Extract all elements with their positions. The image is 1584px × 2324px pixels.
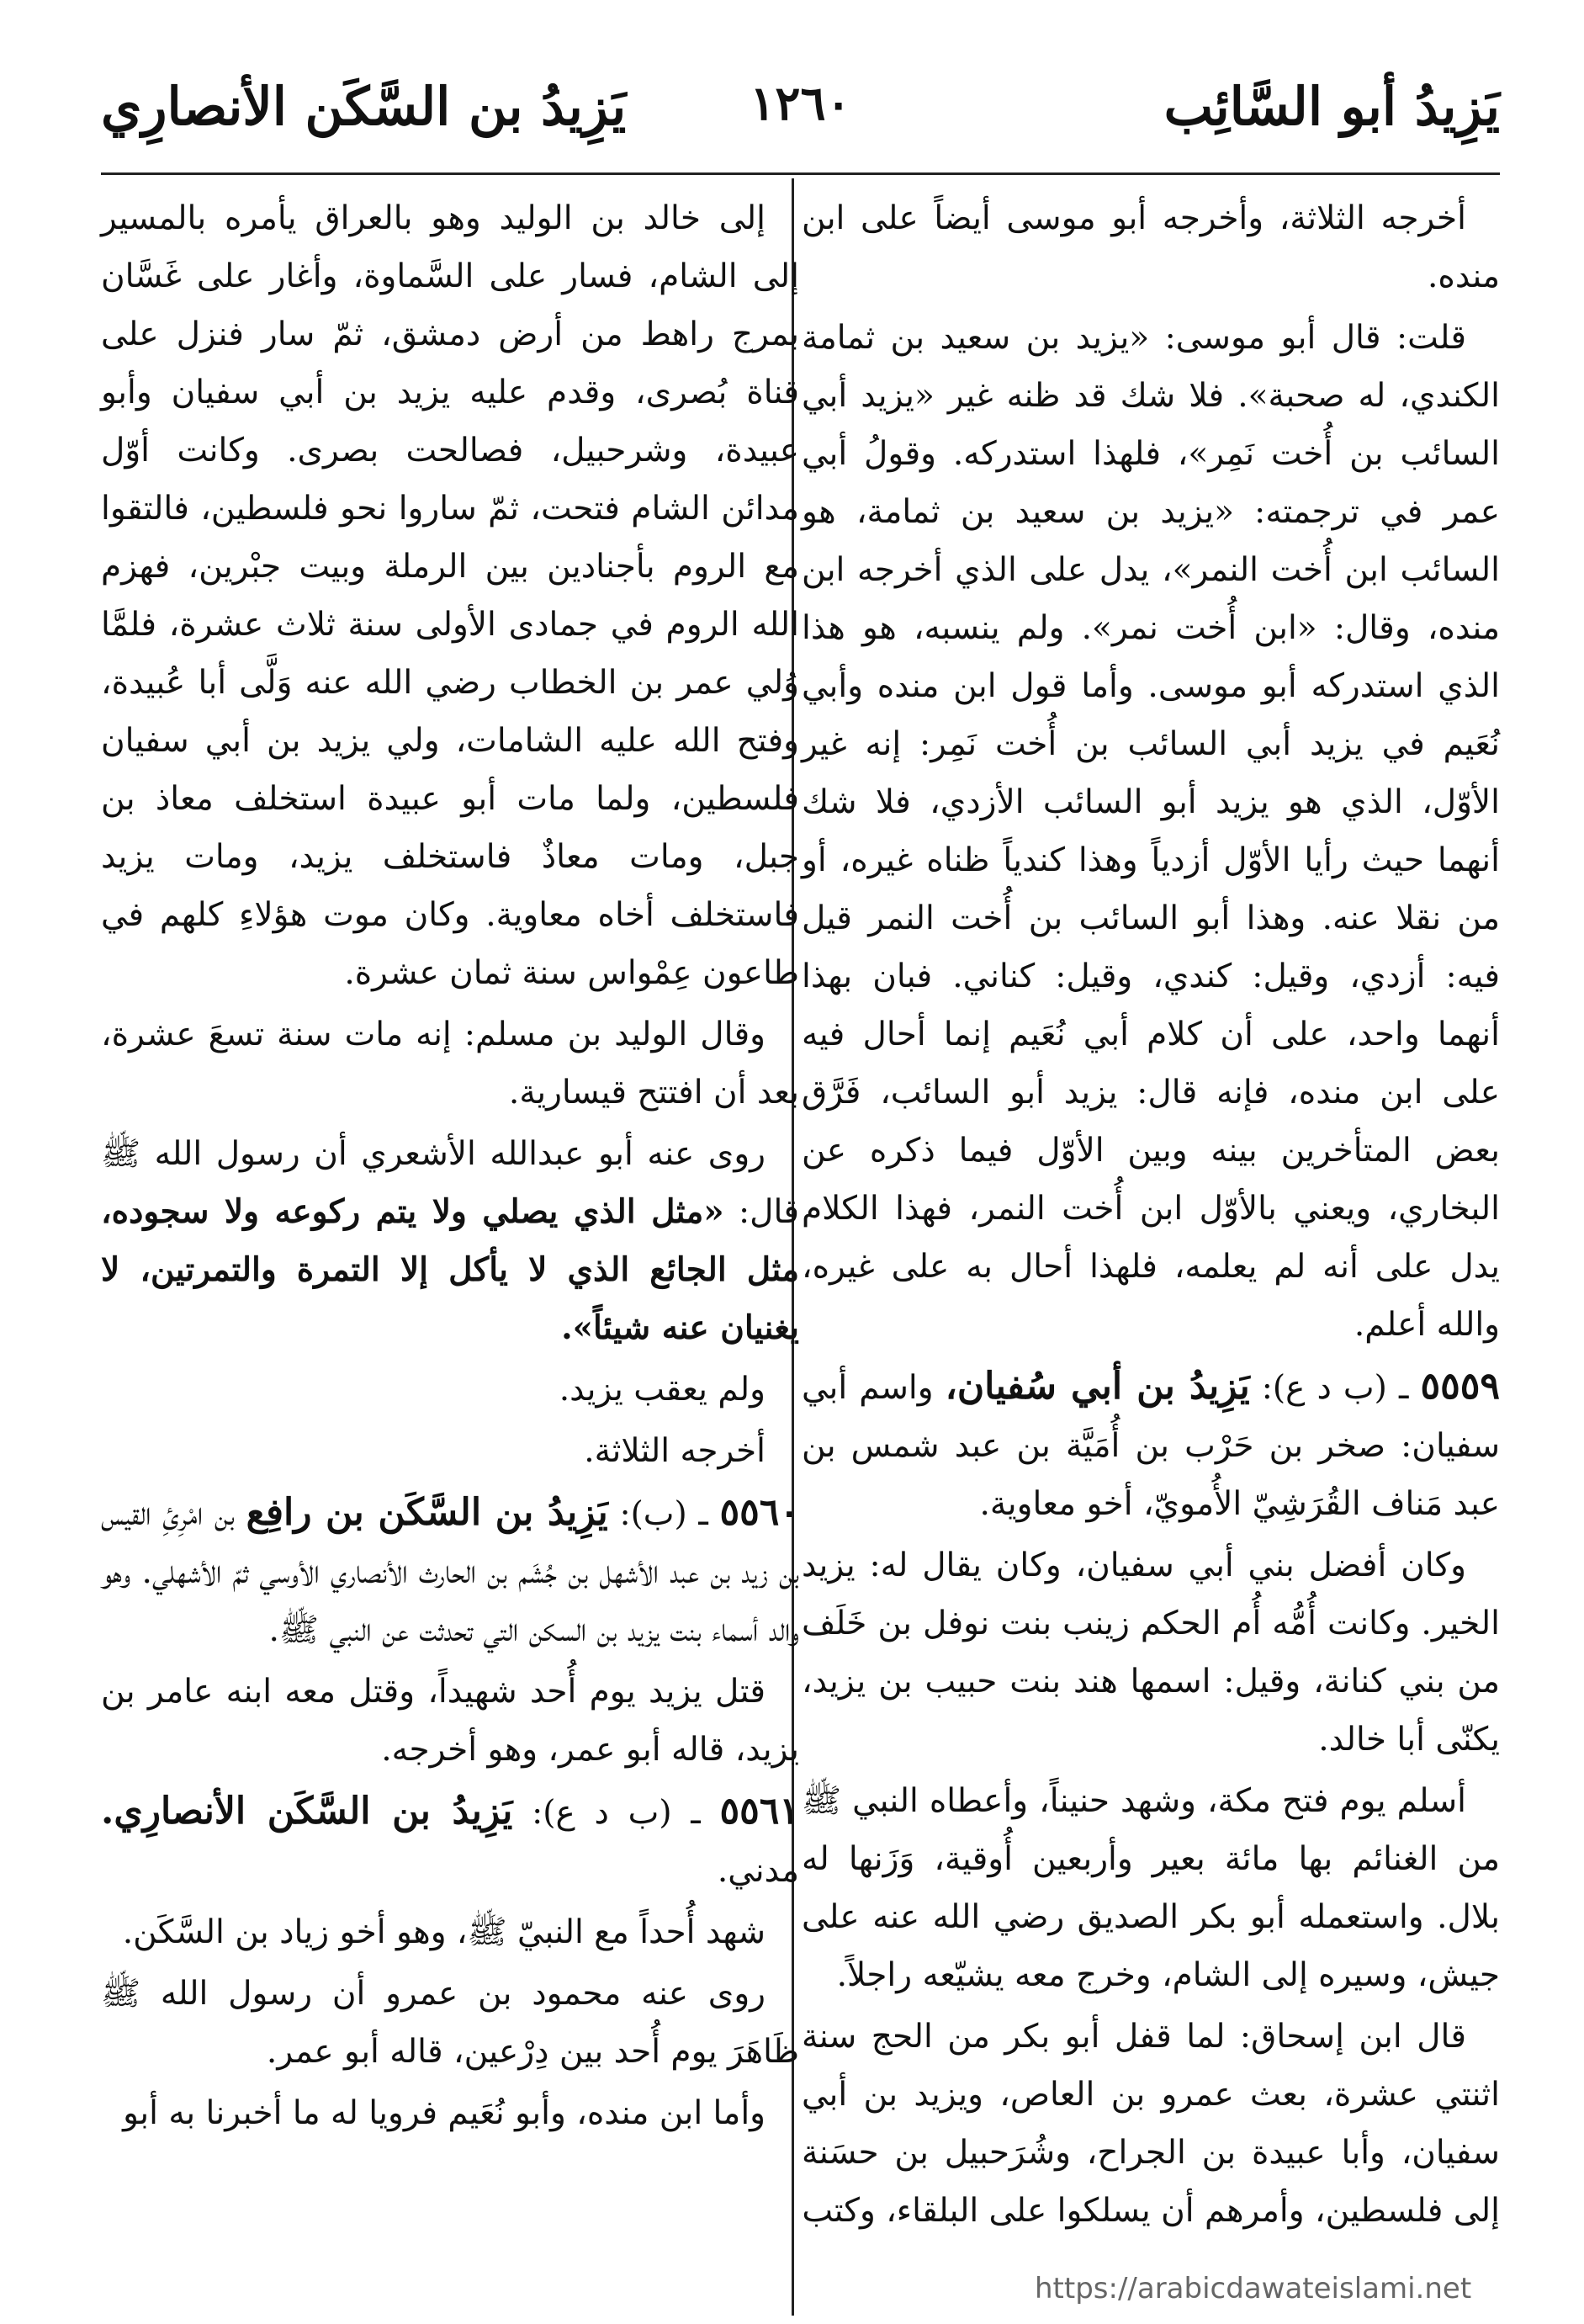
left-column [101,189,799,2146]
paragraph-text: قتل يزيد يوم أُحد شهيداً، وقتل معه ابنه عامر بن يزيد، قاله أبو عمر، وهو أخرجه. [101,1673,799,1769]
paragraph-text: أخرجه الثلاثة، وأخرجه أبو موسى أيضاً على ابن منده. [802,199,1500,295]
watermark-url: https://arabicdawateislami.net [1035,2272,1472,2305]
paragraph-text: ولم يعقب يزيد. [559,1371,766,1409]
paragraph [101,1125,799,1357]
paragraph-text: مدني. [717,1852,799,1890]
page-header [101,59,1500,177]
paragraph-text: قلت: قال أبو موسى: «يزيد بن سعيد بن ثمامة الكندي، له صحبة». فلا شك قد ظنه غير «يزيد أبي السائب بن أُخت نَمِر»، فلهذا استدركه. وقولُ أبي عمر في ترجمته: «يزيد بن سعيد بن ثمامة، هو السائب ابن أُخت النمر»، يدل على الذي أخرجه ابن منده، وقال: «ابن أُخت نمر». ولم ينسبه، هو هذا الذي استدركه أبو موسى. وأما قول ابن منده وأبي نُعَيم في يزيد أبي السائب بن أُخت نَمِر: إنه غير الأوّل، الذي هو يزيد أبو السائب الأزدي، فلا شك أنهما حيث رأيا الأوّل أزدياً وهذا كندياً ظناه غيره، أو من نقلا عنه. وهذا أبو السائب بن أُخت النمر قيل فيه: أزدي، وقيل: كندي، وقيل: كناني. فبان بهذا أنهما واحد، على أن كلام أبي نُعَيم إنما أحال فيه على ابن منده، فإنه قال: يزيد أبو السائب، فَرَّق بعض المتأخرين بينه وبين الأوّل فيما ذكره عن البخاري، ويعني بالأوّل ابن أُخت النمر، فهذا الكلام يدل على أنه لم يعلمه، فلهذا أحال به على غيره، والله أعلم. [802,319,1500,1344]
paragraph-text: وكان أفضل بني أبي سفيان، وكان يقال له: يزيد الخير. وكانت أُمُّه أُم الحكم زينب بنت نوفل بن خَلَف من بني كنانة، وقيل: اسمها هند بنت حبيب بن يزيد، يكنّى أبا خالد. [802,1547,1500,1759]
paragraph-text: بن امْرِئِ القيس بن زيد بن عبد الأشهل بن جُشَم بن الحارث الأنصاري الأوسي ثمّ الأشهلي. وهو والد أسماء بنت يزيد بن السكن التي تحدثت عن النبي ﷺ. [101,1495,799,1649]
paragraph [802,189,1500,305]
entry-name: يَزِيدُ بن أبي سُفيان، [945,1365,1250,1408]
entry-number: ٥٥٦٠ [719,1491,799,1534]
paragraph-text: أخرجه الثلاثة. [584,1432,766,1470]
paragraph: ٥٥٦٠ ـ (ب): يَزِيدُ بن السَّكَن بن رافِع بن امْرِئِ القيس بن زيد بن عبد الأشهل بن جُشَم بن الحارث الأنصاري الأوسي ثمّ الأشهلي. وهو والد أسماء بنت يزيد بن السكن التي تحدثت عن النبي ﷺ. [101,1491,799,1649]
paragraph [101,1965,799,2081]
paragraph-text: وأما ابن منده، وأبو نُعَيم فرويا له ما أخبرنا به أبو [123,2094,766,2132]
paragraph-text: قال ابن إسحاق: لما قفل أبو بكر من الحج سنة اثنتي عشرة، بعث عمرو بن العاص، ويزيد بن أبي سفيان، وأبا عبيدة بن الجراح، وشُرَحبيل بن حسَنة إلى فلسطين، وأمرهم أن يسلكوا على البلقاء، وكتب [802,2018,1500,2230]
paragraph-text: شهد أُحداً مع النبيّ ﷺ، وهو أخو زياد بن السَّكَن. [122,1913,766,1951]
entry-number: ٥٥٥٩ [1420,1365,1500,1408]
page-number: ١٢٦٠ [750,76,851,131]
paragraph: ٥٥٦١ ـ (ب د ع): يَزِيدُ بن السَّكَن الأنصارِي. مدني. [101,1790,799,1890]
hadith-quote: «مثل الذي يصلي ولا يتم ركوعه ولا سجوده، مثل الجائع الذي لا يأكل إلا التمرة والتمرتين، لا يغنيان عنه شيئاً». [101,1192,799,1347]
entry-source-tag: (ب د ع): [1261,1369,1387,1407]
paragraph-text: واسم أبي سفيان: صخر بن حَرْب بن أُمَيَّة بن عبد شمس بن عبد مَناف القُرَشِيّ الأُمويّ، أخو معاوية. [802,1369,1500,1523]
paragraph-text: أسلم يوم فتح مكة، وشهد حنيناً، وأعطاه النبي ﷺ من الغنائم بها مائة بعير وأربعين أُوقية، وَزَنها له بلال. واستعمله أبو بكر الصديق رضي الله عنه على جيش، وسيره إلى الشام، وخرج معه يشيّعه راجلاً. [802,1782,1500,1994]
entry-source-tag: (ب): [619,1495,687,1533]
paragraph [802,2008,1500,2240]
paragraph [101,1361,799,1419]
running-title-left: يَزِيدُ بن السَّكَن الأنصارِي [101,76,627,137]
paragraph-text: روى عنه محمود بن عمرو أن رسول الله ﷺ ظَاهَرَ يوم أُحد بين دِرْعين، قاله أبو عمر. [101,1975,799,2071]
header-rule [101,172,1500,175]
paragraph-text: روى عنه أبو عبدالله الأشعري أن رسول الله ﷺ قال: [101,1135,799,1231]
paragraph [101,2084,799,2142]
running-title-right: يَزِيدُ أبو السَّائِب [1163,76,1500,137]
paragraph [802,1772,1500,2004]
entry-name: يَزِيدُ بن السَّكَن بن رافِع [246,1491,608,1534]
paragraph [101,1663,799,1779]
paragraph [802,1536,1500,1769]
paragraph [101,1903,799,1961]
paragraph [101,1422,799,1480]
entry-name: يَزِيدُ بن السَّكَن الأنصارِي. [101,1790,513,1833]
paragraph-text: وقال الوليد بن مسلم: إنه مات سنة تسعَ عشرة، بعد أن افتتح قيسارية. [101,1016,799,1112]
paragraph: ٥٥٥٩ ـ (ب د ع): يَزِيدُ بن أبي سُفيان، واسم أبي سفيان: صخر بن حَرْب بن أُمَيَّة بن عبد شمس بن عبد مَناف القُرَشِيّ الأُمويّ، أخو معاوية. [802,1365,1500,1523]
paragraph [101,189,799,1002]
entry-source-tag: (ب د ع): [532,1794,672,1832]
paragraph-text: إلى خالد بن الوليد وهو بالعراق يأمره بالمسير إلى الشام، فسار على السَّماوة، وأغار على غَسَّان بمرج راهط من أرض دمشق، ثمّ سار فنزل على قناة بُصرى، وقدم عليه يزيد بن أبي سفيان وأبو عبيدة، وشرحبيل، فصالحت بصرى. وكانت أوّل مدائن الشام فتحت، ثمّ ساروا نحو فلسطين، فالتقوا مع الروم بأجنادين بين الرملة وبيت جبْرين، فهزم الله الروم في جمادى الأولى سنة ثلاث عشرة، فلمَّا وُلي عمر بن الخطاب رضي الله عنه وَلَّى أبا عُبيدة، وفتح الله عليه الشامات، ولي يزيد بن أبي سفيان فلسطين، ولما مات أبو عبيدة استخلف معاذ بن جبل، ومات معاذٌ فاستخلف يزيد، ومات يزيد فاستخلف أخاه معاوية. وكان موت هؤلاءِ كلهم في طاعون عِمْواس سنة ثمان عشرة. [101,199,799,992]
paragraph [101,1005,799,1122]
paragraph [802,309,1500,1354]
entry-number: ٥٥٦١ [719,1790,799,1833]
right-column [802,189,1500,2243]
